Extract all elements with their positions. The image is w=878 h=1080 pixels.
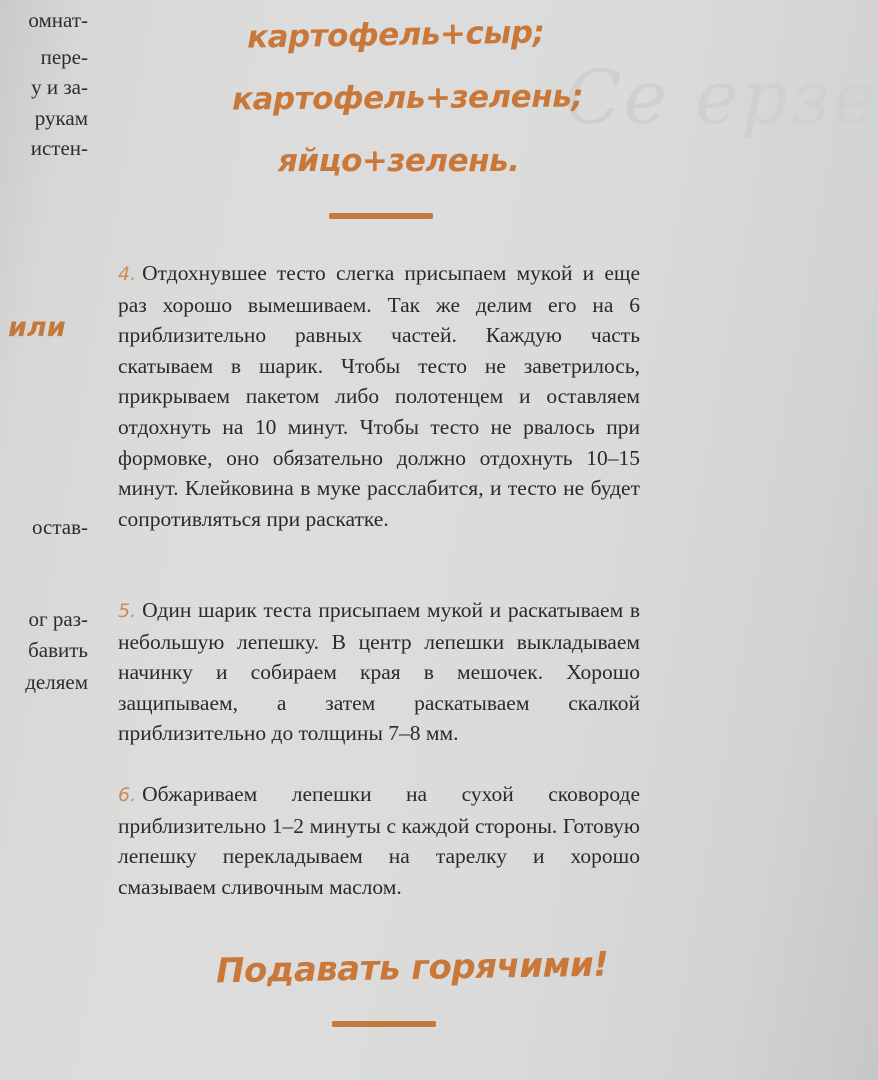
left-text-fragment: рукам: [34, 106, 88, 130]
left-text-fragment: остав-: [31, 515, 88, 539]
step-text: Обжариваем лепешки на сухой сковороде приблизительно 1–2 минуты с каждой стороны. Готовую лепешку перекладываем на тарелку и хорошо смазываем сливочным маслом.: [118, 782, 640, 899]
recipe-step: [118, 779, 640, 902]
filling-combo-line: картофель+сыр;: [246, 14, 545, 56]
left-text-fragment: ог раз-: [28, 607, 88, 631]
step-number: 5.: [118, 600, 137, 622]
filling-combo-line: яйцо+зелень.: [278, 143, 520, 179]
recipe-step: [118, 595, 640, 749]
left-text-fragment: пере-: [40, 45, 88, 69]
section-divider: [332, 1021, 436, 1027]
step-number: 4.: [118, 263, 137, 285]
left-accent-word: или: [8, 312, 66, 343]
section-divider: [329, 213, 433, 219]
background-watermark-lettering: Се ерзе: [565, 55, 878, 141]
step-text: Один шарик теста присыпаем мукой и раскатываем в небольшую лепешку. В центр лепешки выкладываем начинку и собираем края в мешочек. Хорошо защипываем, а затем раскатываем скалкой приблизительно до толщины 7–8 мм.: [118, 598, 640, 746]
recipe-step: [118, 258, 640, 534]
serve-hot-heading: Подавать горячими!: [215, 944, 609, 992]
left-text-fragment: у и за-: [31, 75, 88, 99]
step-number: 6.: [118, 784, 137, 806]
left-text-fragment: омнат-: [28, 8, 88, 32]
left-text-fragment: деляем: [25, 670, 88, 694]
left-text-fragment: бавить: [28, 638, 88, 662]
step-text: Отдохнувшее тесто слегка присыпаем мукой и еще раз хорошо вымешиваем. Так же делим его на 6 приблизительно равных частей. Каждую часть скатываем в шарик. Чтобы тесто не заветрилось, прикрываем пакетом либо полотенцем и оставляем отдохнуть на 10 минут. Чтобы тесто не рвалось при формовке, оно обязательно должно отдохнуть 10–15 минут. Клейковина в муке расслабится, и тесто не будет сопротивляться при раскатке.: [118, 261, 640, 531]
left-page-column: [0, 0, 100, 1080]
filling-combo-line: картофель+зелень;: [231, 78, 584, 118]
left-text-fragment: истен-: [30, 136, 88, 160]
